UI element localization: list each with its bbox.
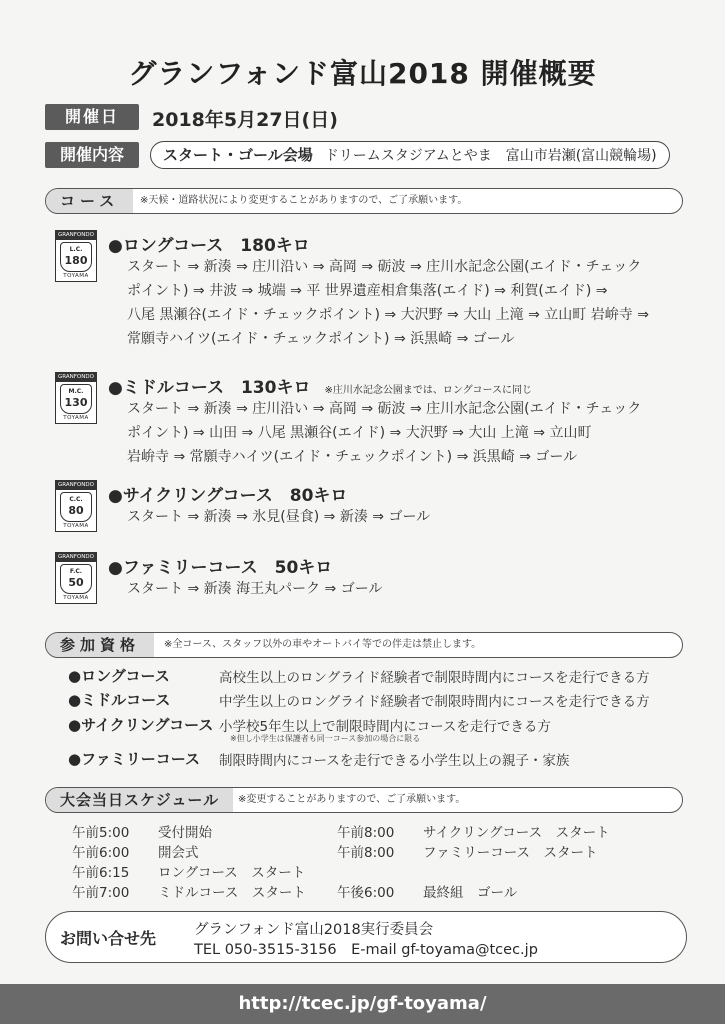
course-section-note: ※天候・道路状況により変更することがありますので、ご了承願います。 — [140, 195, 468, 206]
course-route-line: 常願寺ハイツ(エイド・チェックポイント) ⇒ 浜黒崎 ⇒ ゴール — [127, 331, 515, 347]
schedule-row — [72, 881, 306, 901]
qualification-desc: 高校生以上のロングライド経験者で制限時間内にコースを走行できる方 — [219, 670, 650, 686]
badge-bottom-text: TOYAMA — [63, 595, 89, 601]
qualification-section-note: ※全コース、スタッフ以外の車やオートバイ等での伴走は禁止します。 — [164, 639, 482, 650]
qualification-desc: 小学校5年生以上で制限時間内にコースを走行できる方 — [219, 719, 551, 735]
schedule-row — [72, 861, 305, 881]
badge-shield — [60, 492, 92, 522]
qualification-name: ●ミドルコース — [68, 691, 171, 709]
schedule-section-header — [45, 787, 683, 813]
page-title: グランフォンド富山2018 開催概要 — [128, 57, 597, 90]
course-section-label: コース — [46, 189, 133, 213]
venue-label: スタート・ゴール会場 — [163, 146, 313, 164]
schedule-event: ロングコース スタート — [158, 865, 306, 881]
course-route-line: スタート ⇒ 新湊 ⇒ 庄川沿い ⇒ 高岡 ⇒ 砺波 ⇒ 庄川水記念公園(エイド・チェック — [127, 401, 642, 417]
badge-number: 80 — [68, 504, 84, 517]
course-badge — [55, 230, 97, 282]
schedule-event: ファミリーコース スタート — [423, 845, 598, 861]
course-route-line: 岩峅寺 ⇒ 常願寺ハイツ(エイド・チェックポイント) ⇒ 浜黒崎 ⇒ ゴール — [127, 449, 578, 465]
badge-top-text: GRANFONDO — [56, 373, 96, 382]
venue-value: ドリームスタジアムとやま 富山市岩瀬(富山競輪場) — [324, 148, 657, 164]
schedule-row — [72, 821, 212, 841]
footer-url[interactable]: http://tcec.jp/gf-toyama/ — [0, 984, 725, 1024]
course-route-line: スタート ⇒ 新湊 海王丸パーク ⇒ ゴール — [127, 581, 383, 597]
qualification-section-header — [45, 632, 683, 658]
qualification-subnote: ※但し小学生は保護者も同一コース参加の場合に限る — [230, 734, 421, 743]
badge-bottom-text: TOYAMA — [63, 523, 89, 529]
qualification-name: ●ファミリーコース — [68, 750, 201, 768]
badge-number: 130 — [64, 396, 88, 409]
qualification-section-label: 参加資格 — [46, 633, 154, 657]
schedule-event: 開会式 — [158, 845, 199, 861]
schedule-time: 午前6:00 — [72, 845, 130, 861]
content-label: 開催内容 — [45, 142, 139, 168]
badge-code: M.C. — [68, 388, 84, 395]
qualification-name: ●ロングコース — [68, 667, 170, 685]
course-route-line: ポイント) ⇒ 井波 ⇒ 城端 ⇒ 平 世界遺産相倉集落(エイド) ⇒ 利賀(エイド) ⇒ — [127, 283, 608, 299]
schedule-row — [337, 841, 598, 861]
course-section-header — [45, 188, 683, 214]
schedule-time: 午前8:00 — [337, 845, 395, 861]
date-value: 2018年5月27日(日) — [152, 109, 338, 131]
badge-number: 180 — [64, 254, 88, 267]
schedule-section-label: 大会当日スケジュール — [46, 788, 233, 812]
contact-box — [45, 911, 687, 963]
course-title-text: ●ファミリーコース 50キロ — [108, 558, 333, 578]
badge-bottom-text: TOYAMA — [63, 273, 89, 279]
schedule-time: 午後6:00 — [337, 885, 395, 901]
badge-bottom-text: TOYAMA — [63, 415, 89, 421]
schedule-event: 受付開始 — [158, 825, 212, 841]
badge-top-text: GRANFONDO — [56, 231, 96, 240]
schedule-time: 午前5:00 — [72, 825, 130, 841]
schedule-time: 午前7:00 — [72, 885, 130, 901]
schedule-row — [337, 821, 610, 841]
course-badge — [55, 480, 97, 532]
contact-tel: TEL 050-3515-3156 E-mail gf-toyama@tcec.jp — [194, 942, 538, 958]
qualification-name: ●サイクリングコース — [68, 716, 214, 734]
schedule-event: 最終組 ゴール — [423, 885, 518, 901]
schedule-time: 午前8:00 — [337, 825, 395, 841]
badge-top-text: GRANFONDO — [56, 553, 96, 562]
badge-code: C.C. — [69, 496, 83, 503]
qualification-desc: 制限時間内にコースを走行できる小学生以上の親子・家族 — [219, 753, 570, 769]
contact-org: グランフォンド富山2018実行委員会 — [194, 922, 434, 938]
schedule-time: 午前6:15 — [72, 865, 130, 881]
course-title — [108, 373, 532, 398]
badge-top-text: GRANFONDO — [56, 481, 96, 490]
course-title-text: ●サイクリングコース 80キロ — [108, 486, 348, 506]
course-title — [108, 231, 310, 256]
qualification-desc: 中学生以上のロングライド経験者で制限時間内にコースを走行できる方 — [219, 694, 650, 710]
schedule-row — [72, 841, 199, 861]
course-title — [108, 553, 332, 578]
date-label: 開催日 — [45, 104, 139, 130]
course-route-line: ポイント) ⇒ 山田 ⇒ 八尾 黒瀬谷(エイド) ⇒ 大沢野 ⇒ 大山 上滝 ⇒ 立山町 — [127, 425, 592, 441]
badge-code: F.C. — [69, 568, 83, 575]
course-badge — [55, 372, 97, 424]
course-title-text: ●ロングコース 180キロ — [108, 236, 310, 256]
badge-shield — [60, 242, 92, 272]
course-route-line: 八尾 黒瀬谷(エイド・チェックポイント) ⇒ 大沢野 ⇒ 大山 上滝 ⇒ 立山町 岩峅寺 ⇒ — [127, 307, 649, 323]
course-route-line: スタート ⇒ 新湊 ⇒ 庄川沿い ⇒ 高岡 ⇒ 砺波 ⇒ 庄川水記念公園(エイド・チェック — [127, 259, 642, 275]
course-title-text: ●ミドルコース 130キロ — [108, 378, 311, 398]
course-route-line: スタート ⇒ 新湊 ⇒ 氷見(昼食) ⇒ 新湊 ⇒ ゴール — [127, 509, 431, 525]
course-title — [108, 481, 347, 506]
schedule-event: サイクリングコース スタート — [423, 825, 610, 841]
contact-label: お問い合せ先 — [60, 929, 157, 948]
venue-pill — [150, 141, 670, 169]
schedule-row — [337, 881, 517, 901]
badge-shield — [60, 384, 92, 414]
badge-code: L.C. — [69, 246, 83, 253]
course-note: ※庄川水記念公園までは、ロングコースに同じ — [324, 385, 532, 396]
badge-shield — [60, 564, 92, 594]
course-badge — [55, 552, 97, 604]
schedule-event: ミドルコース スタート — [158, 885, 306, 901]
badge-number: 50 — [68, 576, 84, 589]
schedule-section-note: ※変更することがありますので、ご了承願います。 — [238, 794, 466, 805]
